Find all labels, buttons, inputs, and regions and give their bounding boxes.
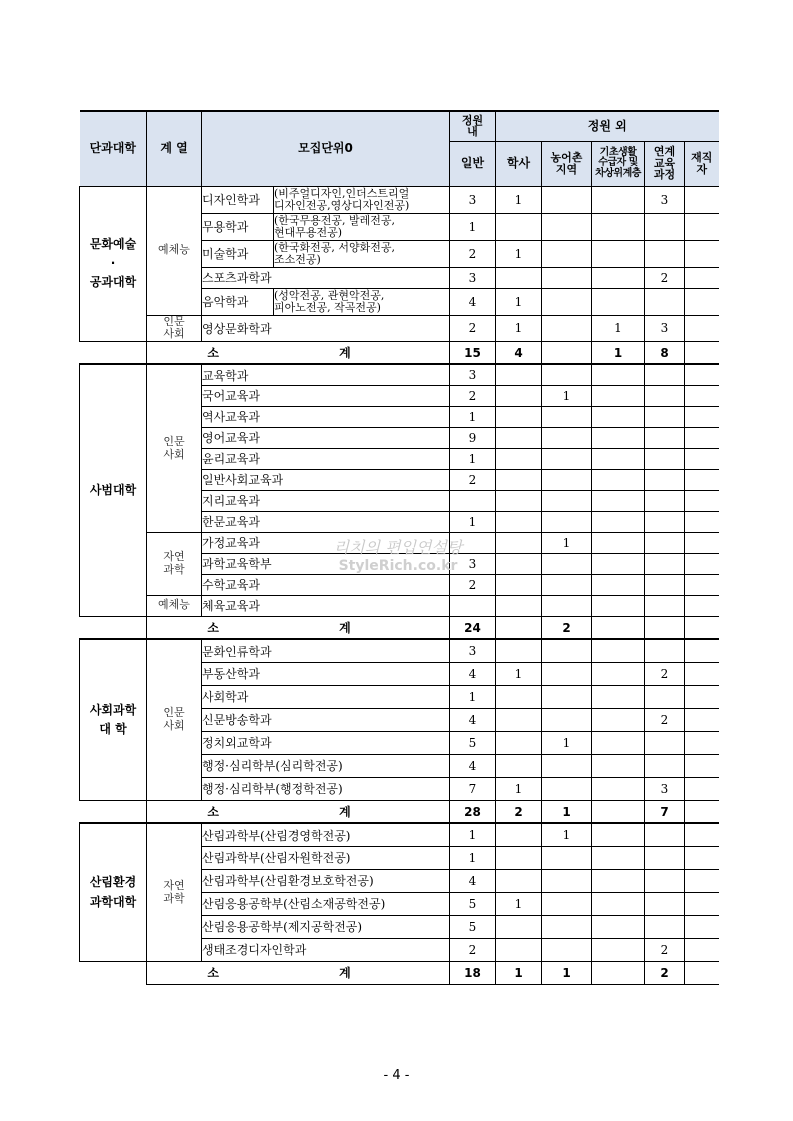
value-general: 9 bbox=[450, 427, 496, 448]
value-linked bbox=[645, 754, 685, 777]
unit-name: 문화인류학과 bbox=[202, 639, 450, 662]
value-rural bbox=[542, 754, 592, 777]
unit-name: 산림과학부(산림자원학전공) bbox=[202, 846, 450, 869]
value-rural bbox=[542, 288, 592, 315]
subtotal-worker bbox=[685, 616, 719, 639]
unit-name: 정치외교학과 bbox=[202, 731, 450, 754]
value-general: 3 bbox=[450, 364, 496, 385]
table-row bbox=[80, 639, 719, 662]
value-worker bbox=[685, 385, 719, 406]
value-basic bbox=[592, 823, 645, 846]
value-bachelor bbox=[496, 754, 542, 777]
watermark-handwriting: 리치의 편입연설탕 bbox=[333, 538, 463, 557]
value-basic bbox=[592, 574, 645, 595]
field-cell: 인문 사회 bbox=[147, 639, 202, 800]
value-rural bbox=[542, 574, 592, 595]
value-general bbox=[450, 490, 496, 511]
value-bachelor bbox=[496, 213, 542, 240]
unit-name: 국어교육과 bbox=[202, 385, 450, 406]
value-linked bbox=[645, 574, 685, 595]
unit-name: 산림응용공학부(산림소재공학전공) bbox=[202, 892, 450, 915]
subtotal-linked: 2 bbox=[645, 961, 685, 984]
table-row bbox=[80, 532, 719, 553]
table-row bbox=[80, 364, 719, 385]
value-worker bbox=[685, 754, 719, 777]
unit-name: 수학교육과 bbox=[202, 574, 450, 595]
value-bachelor bbox=[496, 639, 542, 662]
field-cell: 자연 과학 bbox=[147, 823, 202, 961]
value-basic bbox=[592, 685, 645, 708]
unit-name: 체육교육과 bbox=[202, 595, 450, 616]
table-row bbox=[80, 595, 719, 616]
value-bachelor bbox=[496, 490, 542, 511]
unit-name: 일반사회교육과 bbox=[202, 469, 450, 490]
value-rural bbox=[542, 406, 592, 427]
value-bachelor bbox=[496, 685, 542, 708]
field-cell: 자연 과학 bbox=[147, 532, 202, 595]
table-row bbox=[80, 315, 719, 341]
subtotal-worker bbox=[685, 341, 719, 364]
value-rural: 1 bbox=[542, 823, 592, 846]
value-general: 4 bbox=[450, 662, 496, 685]
unit-name: 디자인학과 bbox=[202, 186, 274, 213]
value-bachelor bbox=[496, 385, 542, 406]
value-general: 1 bbox=[450, 448, 496, 469]
value-basic bbox=[592, 186, 645, 213]
subtotal-basic bbox=[592, 800, 645, 823]
subtotal-rural bbox=[542, 341, 592, 364]
value-worker bbox=[685, 685, 719, 708]
header-bachelor: 학사 bbox=[496, 141, 542, 186]
header-unit: 모집단위0 bbox=[202, 111, 450, 186]
value-worker bbox=[685, 532, 719, 553]
value-bachelor bbox=[496, 511, 542, 532]
value-bachelor: 1 bbox=[496, 186, 542, 213]
value-bachelor: 1 bbox=[496, 892, 542, 915]
value-linked bbox=[645, 915, 685, 938]
value-basic bbox=[592, 267, 645, 288]
unit-majors: (한국무용전공, 발레전공, 현대무용전공) bbox=[274, 213, 450, 240]
value-worker bbox=[685, 938, 719, 961]
value-bachelor bbox=[496, 364, 542, 385]
value-general: 3 bbox=[450, 553, 496, 574]
value-general: 2 bbox=[450, 938, 496, 961]
value-general: 3 bbox=[450, 639, 496, 662]
value-worker bbox=[685, 427, 719, 448]
value-worker bbox=[685, 639, 719, 662]
unit-name: 산림과학부(산림경영학전공) bbox=[202, 823, 450, 846]
table-body bbox=[80, 186, 719, 984]
value-bachelor bbox=[496, 846, 542, 869]
value-basic bbox=[592, 754, 645, 777]
field-cell: 예체능 bbox=[147, 186, 202, 315]
unit-name: 부동산학과 bbox=[202, 662, 450, 685]
subtotal-blank bbox=[80, 616, 147, 639]
unit-name: 윤리교육과 bbox=[202, 448, 450, 469]
value-basic bbox=[592, 553, 645, 574]
value-basic bbox=[592, 532, 645, 553]
value-rural bbox=[542, 186, 592, 213]
value-basic bbox=[592, 869, 645, 892]
value-general: 1 bbox=[450, 846, 496, 869]
unit-name: 음악학과 bbox=[202, 288, 274, 315]
subtotal-rural: 1 bbox=[542, 961, 592, 984]
value-general: 1 bbox=[450, 213, 496, 240]
value-rural bbox=[542, 553, 592, 574]
value-worker bbox=[685, 267, 719, 288]
value-general: 4 bbox=[450, 288, 496, 315]
header-quota-in: 정원 내 bbox=[450, 111, 496, 141]
value-basic bbox=[592, 662, 645, 685]
value-rural: 1 bbox=[542, 385, 592, 406]
value-linked bbox=[645, 469, 685, 490]
college-name: 산림환경 과학대학 bbox=[80, 823, 147, 961]
page-number: - 4 - bbox=[383, 1068, 410, 1083]
value-general: 1 bbox=[450, 685, 496, 708]
value-rural bbox=[542, 708, 592, 731]
value-bachelor bbox=[496, 708, 542, 731]
value-general: 5 bbox=[450, 892, 496, 915]
value-bachelor bbox=[496, 553, 542, 574]
value-rural: 1 bbox=[542, 532, 592, 553]
value-general: 2 bbox=[450, 385, 496, 406]
value-rural bbox=[542, 267, 592, 288]
value-rural: 1 bbox=[542, 731, 592, 754]
value-general: 1 bbox=[450, 511, 496, 532]
subtotal-rural: 2 bbox=[542, 616, 592, 639]
value-bachelor bbox=[496, 731, 542, 754]
unit-name: 산림과학부(산림환경보호학전공) bbox=[202, 869, 450, 892]
value-bachelor bbox=[496, 448, 542, 469]
value-basic bbox=[592, 213, 645, 240]
subtotal-general: 15 bbox=[450, 341, 496, 364]
admission-quota-table bbox=[79, 110, 719, 985]
value-bachelor bbox=[496, 823, 542, 846]
value-linked bbox=[645, 731, 685, 754]
subtotal-general: 18 bbox=[450, 961, 496, 984]
value-basic bbox=[592, 892, 645, 915]
unit-name: 한문교육과 bbox=[202, 511, 450, 532]
college-name: 사범대학 bbox=[80, 364, 147, 616]
subtotal-basic bbox=[592, 961, 645, 984]
subtotal-label-text: 소 계 bbox=[207, 805, 409, 820]
value-linked bbox=[645, 685, 685, 708]
header-basic-living: 기초생활 수급자 및 차상위계층 bbox=[592, 141, 645, 186]
value-worker bbox=[685, 315, 719, 341]
college-name: 사회과학 대 학 bbox=[80, 639, 147, 800]
value-basic bbox=[592, 511, 645, 532]
subtotal-bachelor bbox=[496, 616, 542, 639]
value-general: 5 bbox=[450, 915, 496, 938]
value-worker bbox=[685, 186, 719, 213]
value-bachelor bbox=[496, 915, 542, 938]
subtotal-linked: 8 bbox=[645, 341, 685, 364]
value-worker bbox=[685, 708, 719, 731]
value-general bbox=[450, 532, 496, 553]
value-general: 2 bbox=[450, 240, 496, 267]
subtotal-row bbox=[80, 341, 719, 364]
table-row bbox=[80, 186, 719, 213]
subtotal-label-text: 소 계 bbox=[207, 966, 409, 981]
subtotal-worker bbox=[685, 961, 719, 984]
value-basic bbox=[592, 469, 645, 490]
header-general: 일반 bbox=[450, 141, 496, 186]
unit-name: 영상문화학과 bbox=[202, 315, 450, 341]
unit-name: 행정·심리학부(심리학전공) bbox=[202, 754, 450, 777]
value-rural bbox=[542, 869, 592, 892]
value-bachelor: 1 bbox=[496, 662, 542, 685]
value-basic bbox=[592, 731, 645, 754]
value-general: 1 bbox=[450, 406, 496, 427]
table-row bbox=[80, 823, 719, 846]
value-worker bbox=[685, 240, 719, 267]
value-linked: 2 bbox=[645, 938, 685, 961]
value-linked bbox=[645, 427, 685, 448]
subtotal-bachelor: 1 bbox=[496, 961, 542, 984]
value-rural bbox=[542, 915, 592, 938]
value-basic bbox=[592, 448, 645, 469]
field-cell: 예체능 bbox=[147, 595, 202, 616]
value-worker bbox=[685, 490, 719, 511]
value-linked bbox=[645, 553, 685, 574]
value-basic bbox=[592, 364, 645, 385]
header-linked: 연계 교육 과정 bbox=[645, 141, 685, 186]
value-general: 4 bbox=[450, 869, 496, 892]
value-linked bbox=[645, 364, 685, 385]
unit-name: 교육학과 bbox=[202, 364, 450, 385]
value-basic bbox=[592, 288, 645, 315]
value-linked bbox=[645, 288, 685, 315]
value-general: 7 bbox=[450, 777, 496, 800]
header-quota-out: 정원 외 bbox=[496, 111, 719, 141]
value-bachelor bbox=[496, 267, 542, 288]
value-bachelor: 1 bbox=[496, 288, 542, 315]
value-basic bbox=[592, 385, 645, 406]
value-worker bbox=[685, 777, 719, 800]
subtotal-bachelor: 4 bbox=[496, 341, 542, 364]
subtotal-blank bbox=[80, 961, 147, 984]
unit-name: 가정교육과 bbox=[202, 532, 450, 553]
unit-majors: (성악전공, 관현악전공, 피아노전공, 작곡전공) bbox=[274, 288, 450, 315]
value-rural bbox=[542, 846, 592, 869]
value-worker bbox=[685, 448, 719, 469]
value-general: 4 bbox=[450, 754, 496, 777]
value-worker bbox=[685, 915, 719, 938]
value-worker bbox=[685, 213, 719, 240]
value-basic bbox=[592, 240, 645, 267]
subtotal-general: 28 bbox=[450, 800, 496, 823]
value-rural bbox=[542, 315, 592, 341]
subtotal-label bbox=[147, 800, 450, 823]
college-name: 문화예술 · 공과대학 bbox=[80, 186, 147, 341]
subtotal-blank bbox=[80, 341, 147, 364]
value-basic bbox=[592, 708, 645, 731]
value-basic bbox=[592, 915, 645, 938]
value-worker bbox=[685, 574, 719, 595]
unit-name: 산림응용공학부(제지공학전공) bbox=[202, 915, 450, 938]
subtotal-row bbox=[80, 961, 719, 984]
value-basic bbox=[592, 595, 645, 616]
value-worker bbox=[685, 364, 719, 385]
value-linked bbox=[645, 846, 685, 869]
value-basic: 1 bbox=[592, 315, 645, 341]
value-linked: 2 bbox=[645, 708, 685, 731]
value-bachelor bbox=[496, 574, 542, 595]
subtotal-label-text: 소 계 bbox=[207, 346, 409, 361]
value-linked bbox=[645, 490, 685, 511]
value-linked bbox=[645, 823, 685, 846]
watermark-site: StyleRich.co.kr bbox=[338, 558, 458, 574]
subtotal-label bbox=[147, 961, 450, 984]
subtotal-rural: 1 bbox=[542, 800, 592, 823]
value-linked bbox=[645, 448, 685, 469]
value-basic bbox=[592, 777, 645, 800]
value-general: 3 bbox=[450, 267, 496, 288]
value-linked: 2 bbox=[645, 662, 685, 685]
value-bachelor bbox=[496, 427, 542, 448]
value-linked: 3 bbox=[645, 315, 685, 341]
value-worker bbox=[685, 288, 719, 315]
value-bachelor bbox=[496, 938, 542, 961]
value-worker bbox=[685, 869, 719, 892]
value-rural bbox=[542, 595, 592, 616]
value-linked bbox=[645, 406, 685, 427]
value-rural bbox=[542, 685, 592, 708]
value-worker bbox=[685, 553, 719, 574]
subtotal-row bbox=[80, 616, 719, 639]
subtotal-linked: 7 bbox=[645, 800, 685, 823]
value-bachelor: 1 bbox=[496, 777, 542, 800]
value-rural bbox=[542, 213, 592, 240]
subtotal-label bbox=[147, 616, 450, 639]
value-rural bbox=[542, 427, 592, 448]
value-bachelor: 1 bbox=[496, 315, 542, 341]
value-bachelor bbox=[496, 406, 542, 427]
value-general: 5 bbox=[450, 731, 496, 754]
unit-name: 영어교육과 bbox=[202, 427, 450, 448]
value-linked: 3 bbox=[645, 186, 685, 213]
value-general: 4 bbox=[450, 708, 496, 731]
value-rural bbox=[542, 639, 592, 662]
unit-name: 과학교육학부 bbox=[202, 553, 450, 574]
value-linked bbox=[645, 892, 685, 915]
value-bachelor bbox=[496, 869, 542, 892]
value-linked bbox=[645, 511, 685, 532]
value-worker bbox=[685, 469, 719, 490]
value-worker bbox=[685, 662, 719, 685]
value-linked: 2 bbox=[645, 267, 685, 288]
unit-name: 행정·심리학부(행정학전공) bbox=[202, 777, 450, 800]
unit-name: 역사교육과 bbox=[202, 406, 450, 427]
value-linked bbox=[645, 595, 685, 616]
subtotal-worker bbox=[685, 800, 719, 823]
header-rural: 농어촌 지역 bbox=[542, 141, 592, 186]
value-bachelor: 1 bbox=[496, 240, 542, 267]
value-rural bbox=[542, 448, 592, 469]
field-cell: 인문 사회 bbox=[147, 364, 202, 532]
value-linked bbox=[645, 213, 685, 240]
value-bachelor bbox=[496, 469, 542, 490]
value-rural bbox=[542, 490, 592, 511]
unit-majors: (비주얼디자인,인더스트리얼 디자인전공,영상디자인전공) bbox=[274, 186, 450, 213]
subtotal-basic bbox=[592, 616, 645, 639]
header-college: 단과대학 bbox=[80, 111, 147, 186]
unit-majors: (한국화전공, 서양화전공, 조소전공) bbox=[274, 240, 450, 267]
value-general: 2 bbox=[450, 574, 496, 595]
subtotal-linked bbox=[645, 616, 685, 639]
value-basic bbox=[592, 846, 645, 869]
value-basic bbox=[592, 427, 645, 448]
value-rural bbox=[542, 240, 592, 267]
value-general: 2 bbox=[450, 315, 496, 341]
subtotal-general: 24 bbox=[450, 616, 496, 639]
unit-name: 무용학과 bbox=[202, 213, 274, 240]
value-bachelor bbox=[496, 532, 542, 553]
subtotal-label bbox=[147, 341, 450, 364]
value-worker bbox=[685, 823, 719, 846]
subtotal-label-text: 소 계 bbox=[207, 621, 409, 636]
value-rural bbox=[542, 777, 592, 800]
value-rural bbox=[542, 511, 592, 532]
unit-name: 스포츠과학과 bbox=[202, 267, 450, 288]
value-linked bbox=[645, 532, 685, 553]
value-bachelor bbox=[496, 595, 542, 616]
field-cell: 인문 사회 bbox=[147, 315, 202, 341]
value-worker bbox=[685, 511, 719, 532]
subtotal-basic: 1 bbox=[592, 341, 645, 364]
value-linked bbox=[645, 385, 685, 406]
value-linked: 3 bbox=[645, 777, 685, 800]
subtotal-row bbox=[80, 800, 719, 823]
value-basic bbox=[592, 490, 645, 511]
unit-name: 지리교육과 bbox=[202, 490, 450, 511]
value-rural bbox=[542, 892, 592, 915]
value-rural bbox=[542, 364, 592, 385]
header-worker: 재직 자 bbox=[685, 141, 719, 186]
value-worker bbox=[685, 892, 719, 915]
value-general: 3 bbox=[450, 186, 496, 213]
value-general: 2 bbox=[450, 469, 496, 490]
subtotal-bachelor: 2 bbox=[496, 800, 542, 823]
value-linked bbox=[645, 869, 685, 892]
value-general: 1 bbox=[450, 823, 496, 846]
unit-name: 미술학과 bbox=[202, 240, 274, 267]
value-worker bbox=[685, 731, 719, 754]
value-linked bbox=[645, 240, 685, 267]
value-basic bbox=[592, 938, 645, 961]
value-rural bbox=[542, 662, 592, 685]
value-basic bbox=[592, 639, 645, 662]
header-field: 계 열 bbox=[147, 111, 202, 186]
unit-name: 생태조경디자인학과 bbox=[202, 938, 450, 961]
value-basic bbox=[592, 406, 645, 427]
value-worker bbox=[685, 595, 719, 616]
subtotal-blank bbox=[80, 800, 147, 823]
value-linked bbox=[645, 639, 685, 662]
unit-name: 사회학과 bbox=[202, 685, 450, 708]
value-worker bbox=[685, 406, 719, 427]
unit-name: 신문방송학과 bbox=[202, 708, 450, 731]
value-general bbox=[450, 595, 496, 616]
value-worker bbox=[685, 846, 719, 869]
value-rural bbox=[542, 469, 592, 490]
value-rural bbox=[542, 938, 592, 961]
